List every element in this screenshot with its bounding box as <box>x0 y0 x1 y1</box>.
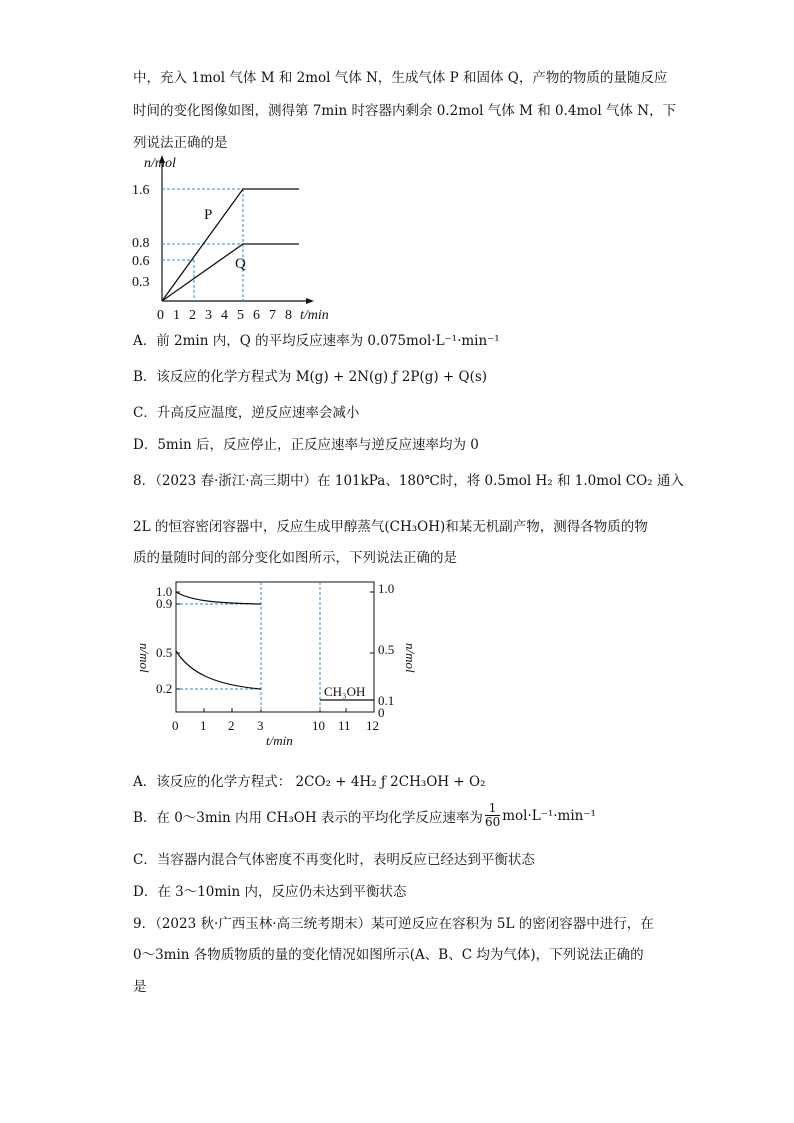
q7-y-axis-label: n/mol <box>144 156 176 171</box>
q8-option-b-text: B．在 0～3min 内用 CH₃OH 表示的平均化学反应速率为 <box>133 809 483 826</box>
q8-series-label-ch3oh: CH₃OH <box>324 684 366 699</box>
q8-right-tick-1-0: 1.0 <box>378 581 395 596</box>
q7-ytick-0-3: 0.3 <box>132 275 150 290</box>
q7-xtick-6: 6 <box>253 308 260 323</box>
q8-xtick-0: 0 <box>172 718 179 733</box>
q7-intro-line-2: 时间的变化图像如图，测得第 7min 时容器内剩余 0.2mol 气体 M 和 0.4mol 气体 N，下 <box>133 103 677 119</box>
q7-xtick-2: 2 <box>189 308 196 323</box>
q7-xtick-5: 5 <box>237 308 244 323</box>
q7-label-q: Q <box>235 256 246 272</box>
q8-stem-line-2: 2L 的恒容密闭容器中，反应生成甲醇蒸气(CH₃OH)和某无机副产物，测得各物质的物 <box>133 519 648 535</box>
q8-option-b-unit: mol·L⁻¹·min⁻¹ <box>502 807 596 824</box>
q8-chart <box>130 575 420 750</box>
q8-option-d[interactable]: D．在 3～10min 内，反应仍未达到平衡状态 <box>133 884 407 900</box>
q8-option-c[interactable]: C．当容器内混合气体密度不再变化时，表明反应已经达到平衡状态 <box>133 852 535 868</box>
q8-xtick-2: 2 <box>228 718 235 733</box>
q7-intro-line-1: 中，充入 1mol 气体 M 和 2mol 气体 N，生成气体 P 和固体 Q，产物的物质的量随反应 <box>133 70 668 86</box>
q8-right-tick-0-1: 0.1 <box>378 693 395 708</box>
q8-fraction-denominator: 60 <box>484 815 501 829</box>
q8-left-tick-1-0: 1.0 <box>156 584 173 599</box>
q8-guide-lines <box>180 582 320 712</box>
q7-option-b[interactable]: B．该反应的化学方程式为 M(g) + 2N(g) ƒ 2P(g) + Q(s) <box>133 369 488 385</box>
q8-xtick-3: 3 <box>257 718 264 733</box>
q8-xtick-12: 12 <box>366 718 379 733</box>
q7-option-a[interactable]: A．前 2min 内，Q 的平均反应速率为 0.075mol·L⁻¹·min⁻¹ <box>133 333 500 349</box>
q8-left-tick-0-2: 0.2 <box>156 681 173 696</box>
q8-right-tick-0-5: 0.5 <box>378 642 395 657</box>
q7-xtick-0: 0 <box>157 308 164 323</box>
q8-xtick-11: 11 <box>338 718 351 733</box>
q7-label-p: P <box>204 207 213 223</box>
q8-xtick-1: 1 <box>200 718 207 733</box>
q8-fraction-numerator: 1 <box>485 802 500 816</box>
q7-ytick-1-6: 1.6 <box>132 183 150 198</box>
q9-stem-line-3: 是 <box>133 979 147 995</box>
q8-left-tick-0-5: 0.5 <box>156 645 173 660</box>
q8-y-axis-label-right: n/mol <box>403 643 418 673</box>
q9-stem-line-2: 0～3min 各物质物质的量的变化情况如图所示(A、B、C 均为气体)，下列说法正确的 <box>133 947 644 963</box>
q7-intro-line-3: 列说法正确的是 <box>133 135 228 151</box>
q8-option-b-fraction <box>485 802 500 829</box>
q7-ytick-0-8: 0.8 <box>132 236 150 251</box>
q8-stem-line-3: 质的量随时间的部分变化如图所示，下列说法正确的是 <box>133 550 457 566</box>
q8-xtick-10: 10 <box>312 718 325 733</box>
q8-curve-upper <box>176 592 261 604</box>
q7-chart <box>128 153 348 323</box>
q8-option-b[interactable] <box>133 802 596 829</box>
q7-xtick-1: 1 <box>173 308 180 323</box>
q8-option-a[interactable]: A．该反应的化学方程式： 2CO₂ + 4H₂ ƒ 2CH₃OH + O₂ <box>133 774 486 790</box>
q8-stem-line-1: 8．（2023 春·浙江·高三期中）在 101kPa、180℃时，将 0.5mol H₂ 和 1.0mol CO₂ 通入 <box>133 473 684 489</box>
q7-xtick-3: 3 <box>205 308 212 323</box>
q8-curve-lower <box>176 651 261 689</box>
q7-series-p <box>162 189 299 301</box>
q7-ytick-0-6: 0.6 <box>132 254 150 269</box>
q8-y-axis-label-left: n/mol <box>137 643 152 673</box>
q9-stem-line-1: 9．（2023 秋·广西玉林·高三统考期末）某可逆反应在容积为 5L 的密闭容器中进行，在 <box>133 916 654 932</box>
q7-x-axis-label: t/min <box>300 308 329 323</box>
q7-option-c[interactable]: C．升高反应温度，逆反应速率会减小 <box>133 405 360 421</box>
q7-xtick-8: 8 <box>285 308 292 323</box>
q8-left-tick-0-9: 0.9 <box>156 596 173 611</box>
q8-x-axis-label: t/min <box>266 733 293 748</box>
q7-xtick-4: 4 <box>221 308 228 323</box>
q7-option-d[interactable]: D．5min 后，反应停止，正反应速率与逆反应速率均为 0 <box>133 437 479 453</box>
q8-right-tick-0: 0 <box>378 705 385 720</box>
q7-xtick-7: 7 <box>269 308 276 323</box>
